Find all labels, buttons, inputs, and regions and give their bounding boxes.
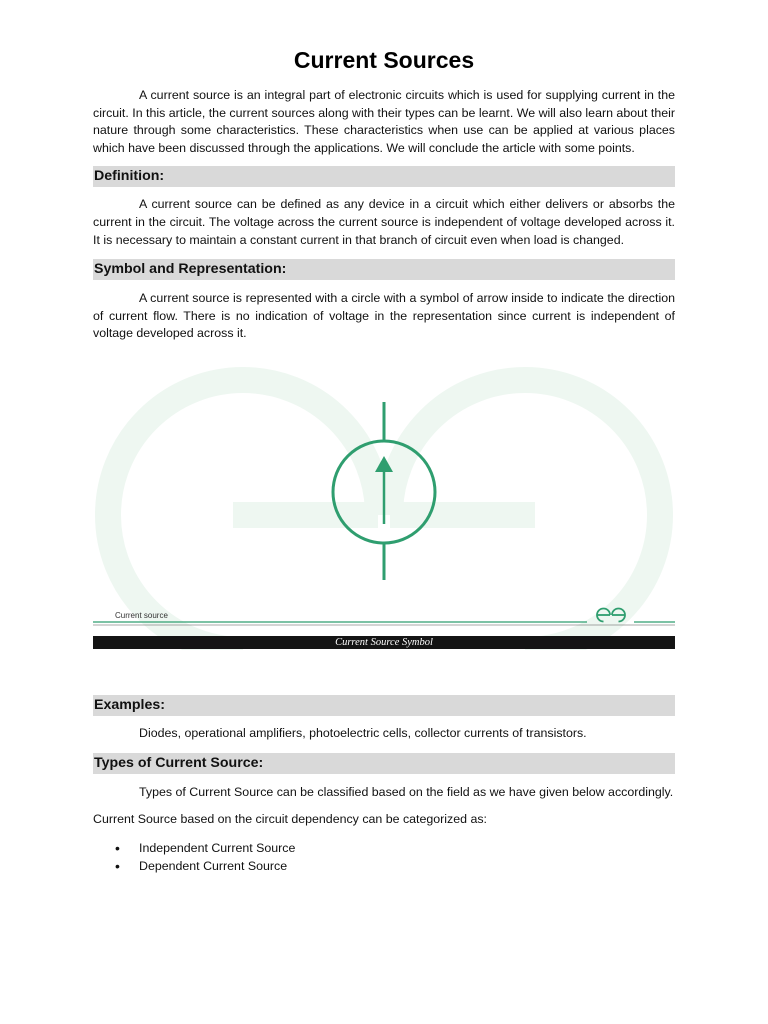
page-title: Current Sources xyxy=(293,47,475,73)
list-item: • Dependent Current Source xyxy=(93,857,675,875)
examples-paragraph: Diodes, operational amplifiers, photoelectric cells, collector currents of transistors. xyxy=(139,725,587,740)
current-source-figure xyxy=(93,365,675,650)
definition-heading: Definition: xyxy=(93,166,675,187)
current-source-symbol-icon xyxy=(93,365,675,650)
document-page xyxy=(93,0,675,875)
types-subparagraph: Current Source based on the circuit dependency can be categorized as: xyxy=(93,812,487,827)
types-paragraph: Types of Current Source can be classified based on the field as we have given below accordingly. xyxy=(139,784,674,799)
intro-paragraph: A current source is an integral part of electronic circuits which is used for supplying current in the circuit. In this article, the current sources along with their types can be learnt. We will also learn about their nature through some characteristics. These characteristics when use can be applied at various places which have been discussed through the applications. We will conclude the article with some points. xyxy=(93,88,675,155)
figure-label: Current source xyxy=(115,610,168,620)
types-list xyxy=(93,839,675,875)
types-heading: Types of Current Source: xyxy=(93,753,675,774)
figure-caption: Current Source Symbol xyxy=(93,636,675,649)
examples-heading: Examples: xyxy=(93,695,675,716)
list-item: • Independent Current Source xyxy=(93,839,675,857)
definition-paragraph: A current source can be defined as any device in a circuit which either delivers or absorbs the current in the circuit. The voltage across the current source is independent of voltage developed across it. It is necessary to maintain a constant current in that branch of circuit even when load is changed. xyxy=(93,197,675,247)
symbol-heading: Symbol and Representation: xyxy=(93,259,675,280)
symbol-paragraph: A current source is represented with a circle with a symbol of arrow inside to indicate the direction of current flow. There is no indication of voltage in the representation since current is independent of voltage developed across it. xyxy=(93,291,675,341)
